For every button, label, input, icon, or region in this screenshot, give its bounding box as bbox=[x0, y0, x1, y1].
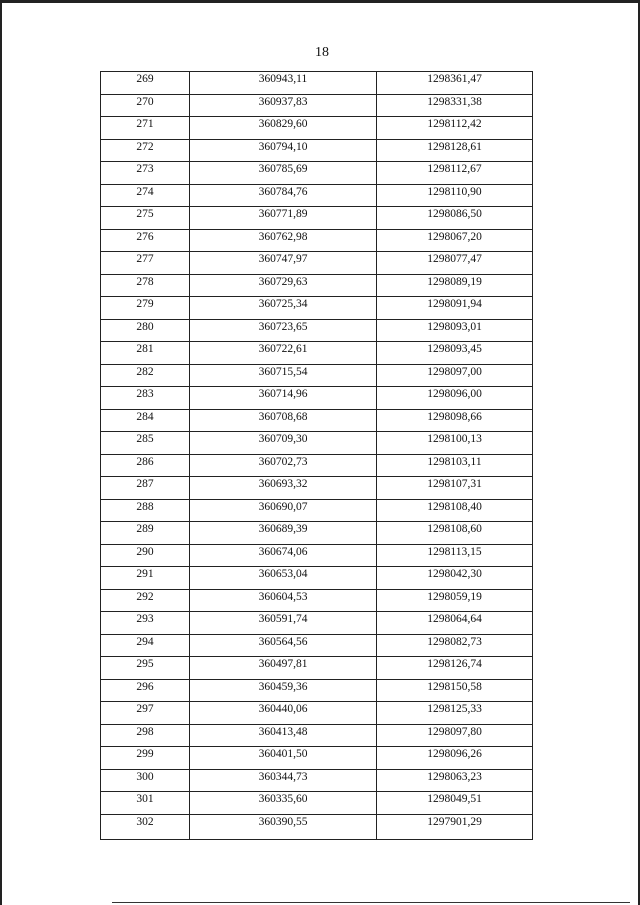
x-coordinate-cell: 360689,39 bbox=[190, 522, 377, 545]
table-row bbox=[101, 229, 533, 252]
table-row bbox=[101, 342, 533, 365]
point-number-cell: 300 bbox=[101, 769, 190, 792]
x-coordinate-cell: 360674,06 bbox=[190, 544, 377, 567]
x-coordinate-cell: 360604,53 bbox=[190, 589, 377, 612]
y-coordinate-cell: 1298086,50 bbox=[377, 207, 533, 230]
y-coordinate-cell: 1298112,42 bbox=[377, 117, 533, 140]
y-coordinate-cell: 1298063,23 bbox=[377, 769, 533, 792]
point-number-cell: 297 bbox=[101, 702, 190, 725]
x-coordinate-cell: 360729,63 bbox=[190, 274, 377, 297]
y-coordinate-cell: 1298361,47 bbox=[377, 72, 533, 95]
point-number-cell: 278 bbox=[101, 274, 190, 297]
y-coordinate-cell: 1298097,80 bbox=[377, 724, 533, 747]
y-coordinate-cell: 1298103,11 bbox=[377, 454, 533, 477]
table-row bbox=[101, 297, 533, 320]
x-coordinate-cell: 360762,98 bbox=[190, 229, 377, 252]
y-coordinate-cell: 1298089,19 bbox=[377, 274, 533, 297]
y-coordinate-cell: 1298096,26 bbox=[377, 747, 533, 770]
x-coordinate-cell: 360715,54 bbox=[190, 364, 377, 387]
table-row bbox=[101, 319, 533, 342]
x-coordinate-cell: 360785,69 bbox=[190, 162, 377, 185]
point-number-cell: 281 bbox=[101, 342, 190, 365]
point-number-cell: 285 bbox=[101, 432, 190, 455]
y-coordinate-cell: 1298125,33 bbox=[377, 702, 533, 725]
y-coordinate-cell: 1298097,00 bbox=[377, 364, 533, 387]
coordinates-table bbox=[100, 71, 533, 840]
point-number-cell: 294 bbox=[101, 634, 190, 657]
x-coordinate-cell: 360943,11 bbox=[190, 72, 377, 95]
table-row bbox=[101, 724, 533, 747]
x-coordinate-cell: 360784,76 bbox=[190, 184, 377, 207]
table-row bbox=[101, 544, 533, 567]
y-coordinate-cell: 1298128,61 bbox=[377, 139, 533, 162]
x-coordinate-cell: 360413,48 bbox=[190, 724, 377, 747]
table-row bbox=[101, 139, 533, 162]
table-row bbox=[101, 162, 533, 185]
x-coordinate-cell: 360653,04 bbox=[190, 567, 377, 590]
point-number-cell: 298 bbox=[101, 724, 190, 747]
table-row bbox=[101, 117, 533, 140]
x-coordinate-cell: 360722,61 bbox=[190, 342, 377, 365]
point-number-cell: 269 bbox=[101, 72, 190, 95]
point-number-cell: 302 bbox=[101, 814, 190, 839]
y-coordinate-cell: 1298093,01 bbox=[377, 319, 533, 342]
point-number-cell: 277 bbox=[101, 252, 190, 275]
table-row bbox=[101, 364, 533, 387]
table-row bbox=[101, 792, 533, 815]
y-coordinate-cell: 1298150,58 bbox=[377, 679, 533, 702]
table-row bbox=[101, 747, 533, 770]
table-row bbox=[101, 94, 533, 117]
table-row bbox=[101, 274, 533, 297]
table-row bbox=[101, 454, 533, 477]
point-number-cell: 287 bbox=[101, 477, 190, 500]
y-coordinate-cell: 1298049,51 bbox=[377, 792, 533, 815]
point-number-cell: 286 bbox=[101, 454, 190, 477]
page-number: 18 bbox=[315, 45, 329, 60]
y-coordinate-cell: 1298108,60 bbox=[377, 522, 533, 545]
table-row bbox=[101, 522, 533, 545]
x-coordinate-cell: 360702,73 bbox=[190, 454, 377, 477]
y-coordinate-cell: 1298126,74 bbox=[377, 657, 533, 680]
x-coordinate-cell: 360725,34 bbox=[190, 297, 377, 320]
x-coordinate-cell: 360771,89 bbox=[190, 207, 377, 230]
x-coordinate-cell: 360693,32 bbox=[190, 477, 377, 500]
y-coordinate-cell: 1298112,67 bbox=[377, 162, 533, 185]
x-coordinate-cell: 360937,83 bbox=[190, 94, 377, 117]
x-coordinate-cell: 360708,68 bbox=[190, 409, 377, 432]
point-number-cell: 296 bbox=[101, 679, 190, 702]
table-row bbox=[101, 184, 533, 207]
x-coordinate-cell: 360390,55 bbox=[190, 814, 377, 839]
point-number-cell: 295 bbox=[101, 657, 190, 680]
point-number-cell: 301 bbox=[101, 792, 190, 815]
table-row bbox=[101, 702, 533, 725]
y-coordinate-cell: 1298093,45 bbox=[377, 342, 533, 365]
coordinates-table-body bbox=[101, 72, 533, 840]
x-coordinate-cell: 360459,36 bbox=[190, 679, 377, 702]
y-coordinate-cell: 1298110,90 bbox=[377, 184, 533, 207]
table-row bbox=[101, 409, 533, 432]
table-row bbox=[101, 72, 533, 95]
x-coordinate-cell: 360497,81 bbox=[190, 657, 377, 680]
y-coordinate-cell: 1298098,66 bbox=[377, 409, 533, 432]
point-number-cell: 284 bbox=[101, 409, 190, 432]
table-row bbox=[101, 612, 533, 635]
y-coordinate-cell: 1298064,64 bbox=[377, 612, 533, 635]
y-coordinate-cell: 1298100,13 bbox=[377, 432, 533, 455]
table-row bbox=[101, 477, 533, 500]
table-row bbox=[101, 499, 533, 522]
table-row bbox=[101, 432, 533, 455]
x-coordinate-cell: 360747,97 bbox=[190, 252, 377, 275]
table-row bbox=[101, 657, 533, 680]
table-row bbox=[101, 769, 533, 792]
y-coordinate-cell: 1298107,31 bbox=[377, 477, 533, 500]
x-coordinate-cell: 360344,73 bbox=[190, 769, 377, 792]
y-coordinate-cell: 1298331,38 bbox=[377, 94, 533, 117]
y-coordinate-cell: 1297901,29 bbox=[377, 814, 533, 839]
point-number-cell: 275 bbox=[101, 207, 190, 230]
table-row bbox=[101, 679, 533, 702]
point-number-cell: 291 bbox=[101, 567, 190, 590]
point-number-cell: 282 bbox=[101, 364, 190, 387]
y-coordinate-cell: 1298067,20 bbox=[377, 229, 533, 252]
x-coordinate-cell: 360709,30 bbox=[190, 432, 377, 455]
point-number-cell: 272 bbox=[101, 139, 190, 162]
table-row bbox=[101, 207, 533, 230]
table-row bbox=[101, 567, 533, 590]
y-coordinate-cell: 1298096,00 bbox=[377, 387, 533, 410]
y-coordinate-cell: 1298042,30 bbox=[377, 567, 533, 590]
y-coordinate-cell: 1298108,40 bbox=[377, 499, 533, 522]
point-number-cell: 293 bbox=[101, 612, 190, 635]
point-number-cell: 280 bbox=[101, 319, 190, 342]
point-number-cell: 276 bbox=[101, 229, 190, 252]
table-row bbox=[101, 387, 533, 410]
x-coordinate-cell: 360794,10 bbox=[190, 139, 377, 162]
x-coordinate-cell: 360335,60 bbox=[190, 792, 377, 815]
point-number-cell: 292 bbox=[101, 589, 190, 612]
point-number-cell: 274 bbox=[101, 184, 190, 207]
x-coordinate-cell: 360564,56 bbox=[190, 634, 377, 657]
point-number-cell: 270 bbox=[101, 94, 190, 117]
y-coordinate-cell: 1298082,73 bbox=[377, 634, 533, 657]
x-coordinate-cell: 360723,65 bbox=[190, 319, 377, 342]
point-number-cell: 290 bbox=[101, 544, 190, 567]
y-coordinate-cell: 1298113,15 bbox=[377, 544, 533, 567]
x-coordinate-cell: 360401,50 bbox=[190, 747, 377, 770]
x-coordinate-cell: 360714,96 bbox=[190, 387, 377, 410]
table-row bbox=[101, 252, 533, 275]
table-row bbox=[101, 589, 533, 612]
point-number-cell: 288 bbox=[101, 499, 190, 522]
point-number-cell: 271 bbox=[101, 117, 190, 140]
point-number-cell: 299 bbox=[101, 747, 190, 770]
table-row bbox=[101, 634, 533, 657]
point-number-cell: 273 bbox=[101, 162, 190, 185]
y-coordinate-cell: 1298077,47 bbox=[377, 252, 533, 275]
y-coordinate-cell: 1298091,94 bbox=[377, 297, 533, 320]
x-coordinate-cell: 360690,07 bbox=[190, 499, 377, 522]
point-number-cell: 279 bbox=[101, 297, 190, 320]
x-coordinate-cell: 360440,06 bbox=[190, 702, 377, 725]
y-coordinate-cell: 1298059,19 bbox=[377, 589, 533, 612]
point-number-cell: 289 bbox=[101, 522, 190, 545]
x-coordinate-cell: 360829,60 bbox=[190, 117, 377, 140]
table-row bbox=[101, 814, 533, 839]
page-bottom-rule bbox=[112, 902, 630, 903]
point-number-cell: 283 bbox=[101, 387, 190, 410]
x-coordinate-cell: 360591,74 bbox=[190, 612, 377, 635]
